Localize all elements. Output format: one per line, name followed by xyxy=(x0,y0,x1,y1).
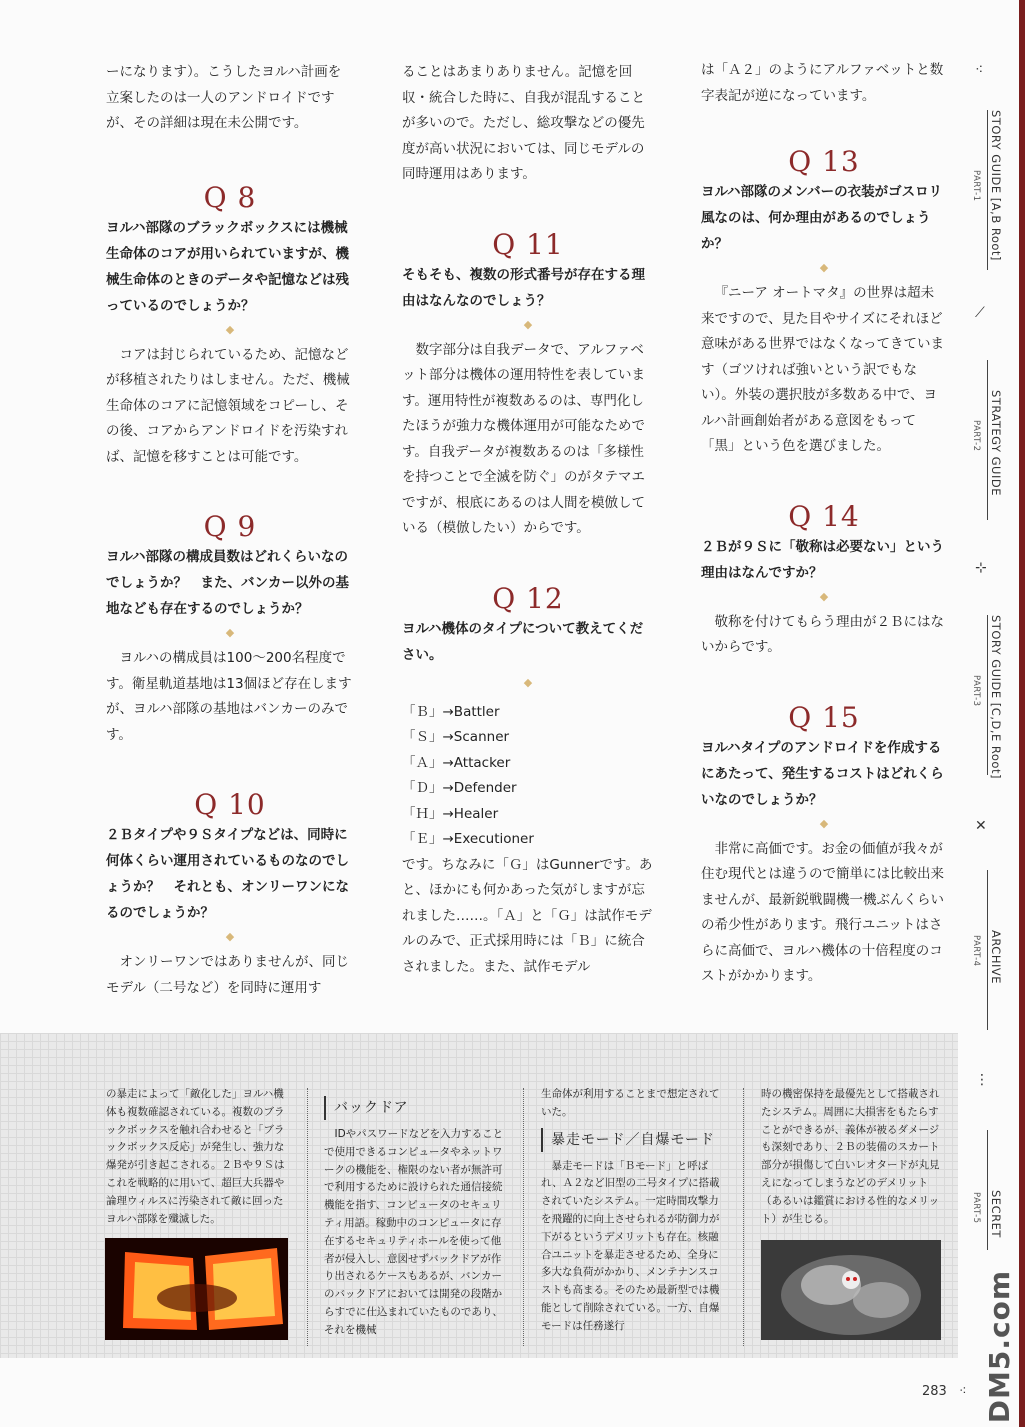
tab-part: PART-3 xyxy=(971,675,981,707)
glossary-text: 時の機密保持を最優先として搭載されたシステム。周囲に大損害をもたらすことができるが、義体が被るダメージも深刻であり、２Ｂの装備のスカート部分が損傷して白いレオタードが丸見えになってしまうなどのデメリット（あるいは鑑賞における性的なメリット）が生じる。 xyxy=(761,1088,940,1225)
tab-divider xyxy=(987,110,988,270)
tab-part: PART-4 xyxy=(971,935,981,967)
q13-answer: 『ニーア オートマタ』の世界は超未来ですので、見た目やサイズにそれほど意味がある世界ではなくなってきています（ゴツければ強いという訳でもない）。外装の選択肢が多数ある中で、ヨルハ計画創始者がある意図をもって「黒」という色を選びました。 xyxy=(701,285,944,454)
list-item: 「Ｂ」→Battler xyxy=(402,703,500,720)
glossary-col-3 xyxy=(541,1086,729,1336)
dots-icon: ⁖ xyxy=(975,62,984,78)
list-item: 「Ｓ」→Scanner xyxy=(402,729,510,745)
col1-intro: ーになります）。こうしたヨルハ計画を立案したのは一人のアンドロイドですが、その詳細は現在未公開です。 xyxy=(106,64,342,131)
col2-intro: ることはあまりありません。記憶を回収・統合した時に、自我が混乱することが多いので。ただし、総攻撃などの優先度が高い状況においては、同じモデルの同時運用はあります。 xyxy=(402,64,645,182)
chevron-down-icon: ◆ xyxy=(819,261,829,274)
q11-heading: Q 11 xyxy=(492,227,564,261)
q14-answer: 敬称を付けてもらう理由が２Ｂにはないからです。 xyxy=(701,613,944,655)
chevron-down-icon: ◆ xyxy=(225,322,235,336)
type-list xyxy=(402,700,654,853)
list-item: 「Ｄ」→Defender xyxy=(402,780,517,796)
backdoor-text: IDやパスワードなどを入力することで使用できるコンピュータやネットワークの機能を、権限のない者が無許可で利用するために設けられた通信接続機能を指す、コンピュータのセキュリティ用語。稼動中のコンピュータに存在するセキュリティホールを使って他者が侵入し、意図せずバックドアが作り出されるケースもあるが、バンカーのバックドアにおいては開発の段階からすでに仕込まれていたものであり、それを機械 xyxy=(324,1128,504,1336)
q14-question: ２Ｂが９Ｓに「敬称は必要ない」という理由はなんですか？ xyxy=(701,538,944,581)
q8-heading: Q 8 xyxy=(203,180,257,214)
glossary-text: 生命体が利用することまで想定されていた。 xyxy=(541,1088,720,1118)
q9-question: ヨルハ部隊の構成員数はどれくらいなのでしょうか？ また、バンカー以外の基地なども存在するのでしょうか？ xyxy=(106,549,349,617)
tab-archive[interactable] xyxy=(963,870,1015,1030)
constellation-icon: ⟋ xyxy=(975,305,985,321)
q12-question: ヨルハ機体のタイプについて教えてください。 xyxy=(402,620,644,663)
tab-secret[interactable] xyxy=(963,1130,1015,1250)
tab-divider xyxy=(987,1130,988,1250)
tab-title: STORY GUIDE [A,B Root] xyxy=(989,110,1003,261)
tab-part: PART-5 xyxy=(971,1192,981,1224)
chevron-down-icon: ◆ xyxy=(225,626,235,639)
berserk-heading: 暴走モード／自爆モード xyxy=(541,1128,729,1152)
watermark-text: DM5.com xyxy=(983,1270,1016,1424)
tab-story-guide-ab[interactable] xyxy=(963,110,1015,270)
q9-heading: Q 9 xyxy=(203,510,257,543)
tab-strategy-guide[interactable] xyxy=(963,360,1015,520)
page-number-text: 283 xyxy=(922,1384,947,1399)
chevron-down-icon: ◆ xyxy=(523,675,533,689)
q12-heading: Q 12 xyxy=(492,581,564,615)
chevron-down-icon: ◆ xyxy=(225,930,235,943)
q9-answer: ヨルハの構成員は100〜200名程度です。衛星軌道基地は13個ほど存在しますが、ヨルハ部隊の基地はバンカーのみです。 xyxy=(106,650,352,743)
divider xyxy=(523,1088,524,1346)
tab-divider xyxy=(987,615,988,775)
q10-question: ２Ｂタイプや９Ｓタイプなどは、同時に何体くらい運用されているものなのでしょうか？ それとも、オンリーワンになるのでしょうか？ xyxy=(106,827,349,921)
tab-story-guide-cde[interactable] xyxy=(963,615,1015,779)
tab-divider xyxy=(987,360,988,520)
q15-question: ヨルハタイプのアンドロイドを作成するにあたって、発生するコストはどれくらいなのでしょうか？ xyxy=(701,739,944,808)
constellation-icon: ⊹ xyxy=(975,560,987,576)
divider xyxy=(307,1088,308,1346)
tab-title: SECRET xyxy=(989,1190,1003,1238)
q10-heading: Q 10 xyxy=(194,788,266,821)
q8-question: ヨルハ部隊のブラックボックスには機械生命体のコアが用いられていますが、機械生命体のときのデータや記憶などは残っているのでしょうか？ xyxy=(106,219,349,314)
list-item: 「Ｅ」→Executioner xyxy=(402,831,534,847)
tab-part: PART-2 xyxy=(971,420,981,452)
q8-answer: コアは封じられているため、記憶などが移植されたりはしません。ただ、機械生命体のコアに記憶領域をコピーし、その後、コアからアンドロイドを汚染すれば、記憶を移すことは可能です。 xyxy=(106,346,350,465)
column-2 xyxy=(402,60,654,980)
sidebar-red-bar xyxy=(1019,0,1025,1427)
screenshot-image xyxy=(105,1238,288,1340)
constellation-icon: ⋮ xyxy=(975,1072,989,1088)
tab-title: STRATEGY GUIDE xyxy=(989,390,1003,496)
q13-question: ヨルハ部隊のメンバーの衣装がゴスロリ風なのは、何か理由があるのでしょうか？ xyxy=(701,184,943,252)
tab-title: ARCHIVE xyxy=(989,930,1003,984)
divider xyxy=(743,1088,744,1346)
constellation-icon: ✕ xyxy=(975,818,987,834)
screenshot-art xyxy=(761,1240,941,1340)
q15-heading: Q 15 xyxy=(788,700,860,734)
glossary-text: の暴走によって「敵化した」ヨルハ機体も複数確認されている。複数のブラックボックスを触れ合わせると「ブラックボックス反応」が発生し、強力な爆発が引き起こされる。２Ｂや９Ｓはこれを戦略的に用いて、超巨大兵器や論理ウィルスに汚染されて敵に回ったヨルハ部隊を殲滅した。 xyxy=(106,1088,285,1225)
list-item: 「Ｈ」→Healer xyxy=(402,805,499,822)
site-watermark xyxy=(983,1270,1019,1424)
q13-heading: Q 13 xyxy=(788,145,860,178)
screenshot-art xyxy=(105,1238,288,1340)
glossary-col-1 xyxy=(106,1086,294,1228)
page-number xyxy=(922,1384,967,1399)
q10-answer: オンリーワンではありませんが、同じモデル（二号など）を同時に運用す xyxy=(106,954,349,996)
backdoor-heading: バックドア xyxy=(324,1096,508,1120)
dots-icon: ⁖ xyxy=(958,1384,967,1399)
tab-divider xyxy=(987,870,988,1030)
column-3 xyxy=(701,58,947,990)
glossary-col-2 xyxy=(324,1096,508,1340)
berserk-text: 暴走モードは「Ｂモード」と呼ばれ、Ａ２など旧型の二号タイプに搭載されていたシステム。一定時間攻撃力を飛躍的に向上させられるが防御力が下がるというデメリットも存在。核融合ユニットを暴走させるため、全身に多大な負荷がかかり、メンテナンスコストも高まる。そのため最新型では機能として削除されている。一方、自爆モードは任務遂行 xyxy=(541,1159,720,1332)
q12-answer: です。ちなみに「Ｇ」はGunnerです。あと、ほかにも何かあった気がしますが忘れました……。「Ａ」と「Ｇ」は試作モデルのみで、正式採用時には「Ｂ」に統合されました。また、試作モデル xyxy=(402,856,653,975)
chevron-down-icon: ◆ xyxy=(523,317,533,331)
q11-question: そもそも、複数の形式番号が存在する理由はなんなのでしょう？ xyxy=(402,266,645,309)
glossary-col-4 xyxy=(761,1086,947,1228)
col3-intro: は「Ａ２」のようにアルファベットと数字表記が逆になっています。 xyxy=(701,62,944,104)
chevron-down-icon: ◆ xyxy=(819,816,829,830)
q11-answer: 数字部分は自我データで、アルファベット部分は機体の運用特性を表しています。運用特性が複数あるのは、専門化したほうが強力な機体運用が可能なためです。自我データが複数あるのは「多様性を持つことで全滅を防ぐ」のがタテマエですが、根底にあるのは人間を模倣している（模倣したい）からです。 xyxy=(402,341,645,536)
q14-heading: Q 14 xyxy=(788,499,860,533)
q15-answer: 非常に高価です。お金の価値が我々が住む現代とは違うので簡単には比較出来ませんが、最新鋭戦闘機一機ぶんくらいの希少性があります。飛行ユニットはさらに高価で、ヨルハ機体の十倍程度のコストがかかります。 xyxy=(701,840,944,984)
tab-title: STORY GUIDE [C,D,E Root] xyxy=(989,615,1003,779)
chevron-down-icon: ◆ xyxy=(819,589,829,603)
screenshot-image xyxy=(761,1240,941,1340)
tab-part: PART-1 xyxy=(971,170,981,202)
column-1 xyxy=(106,60,354,1001)
list-item: 「Ａ」→Attacker xyxy=(402,754,511,771)
